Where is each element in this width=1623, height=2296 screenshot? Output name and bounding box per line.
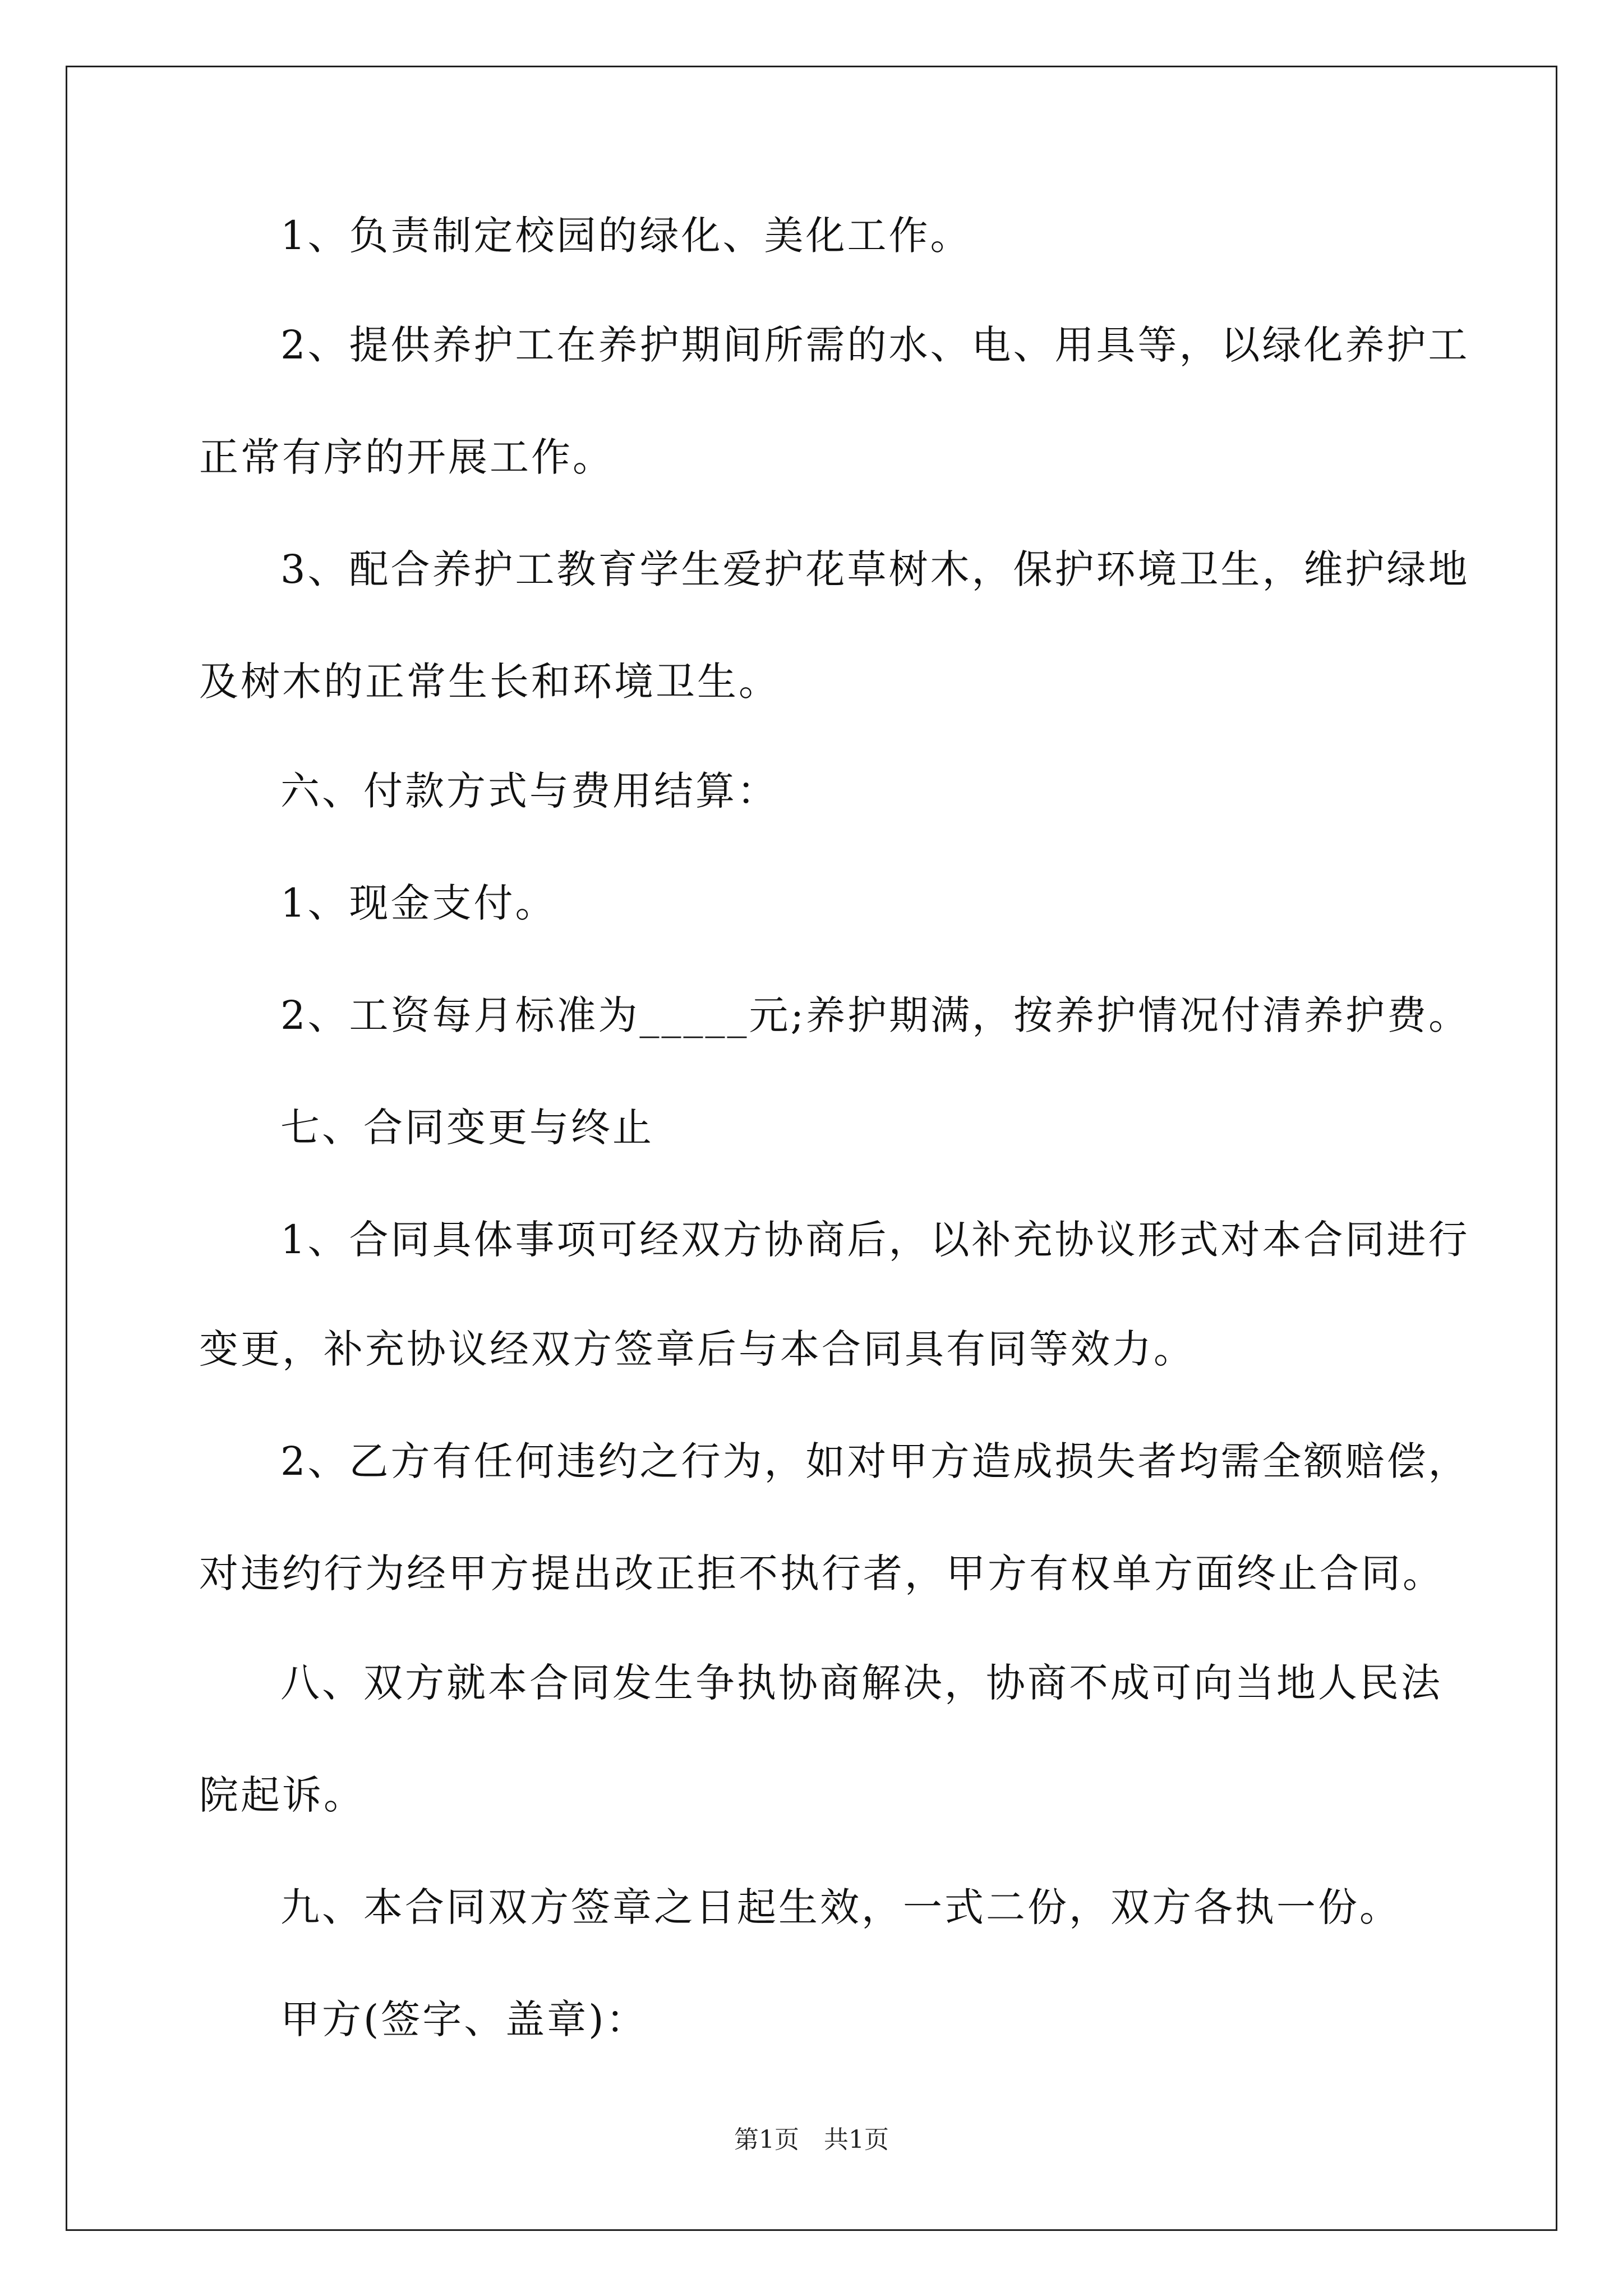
paragraph-line: 九、本合同双方签章之日起生效，一式二份，双方各执一份。	[280, 1884, 1401, 1930]
signature-label: 甲方(签字、盖章)：	[280, 1996, 648, 2042]
paragraph-line: 变更，补充协议经双方签章后与本合同具有同等效力。	[199, 1326, 1195, 1372]
page-footer: 第1页 共1页	[734, 2125, 889, 2154]
section-heading: 七、合同变更与终止	[280, 1105, 654, 1151]
paragraph-line: 2、提供养护工在养护期间所需的水、电、用具等，以绿化养护工	[280, 322, 1470, 368]
paragraph-line: 及树木的正常生长和环境卫生。	[199, 659, 780, 705]
section-heading: 六、付款方式与费用结算：	[280, 768, 778, 814]
paragraph-line: 2、工资每月标准为_____元;养护期满，按养护情况付清养护费。	[280, 992, 1470, 1038]
paragraph-line: 正常有序的开展工作。	[199, 434, 614, 480]
paragraph-line: 1、现金支付。	[280, 880, 557, 926]
paragraph-line: 对违约行为经甲方提出改正拒不执行者，甲方有权单方面终止合同。	[199, 1550, 1444, 1596]
paragraph-line: 1、负责制定校园的绿化、美化工作。	[280, 213, 972, 259]
paragraph-line: 1、合同具体事项可经双方协商后，以补充协议形式对本合同进行	[280, 1217, 1470, 1263]
paragraph-line: 2、乙方有任何违约之行为，如对甲方造成损失者均需全额赔偿，	[280, 1438, 1470, 1484]
paragraph-line: 院起诉。	[199, 1772, 365, 1818]
paragraph-line: 3、配合养护工教育学生爱护花草树木，保护环境卫生，维护绿地	[280, 546, 1470, 592]
paragraph-line: 八、双方就本合同发生争执协商解决，协商不成可向当地人民法	[280, 1660, 1442, 1706]
